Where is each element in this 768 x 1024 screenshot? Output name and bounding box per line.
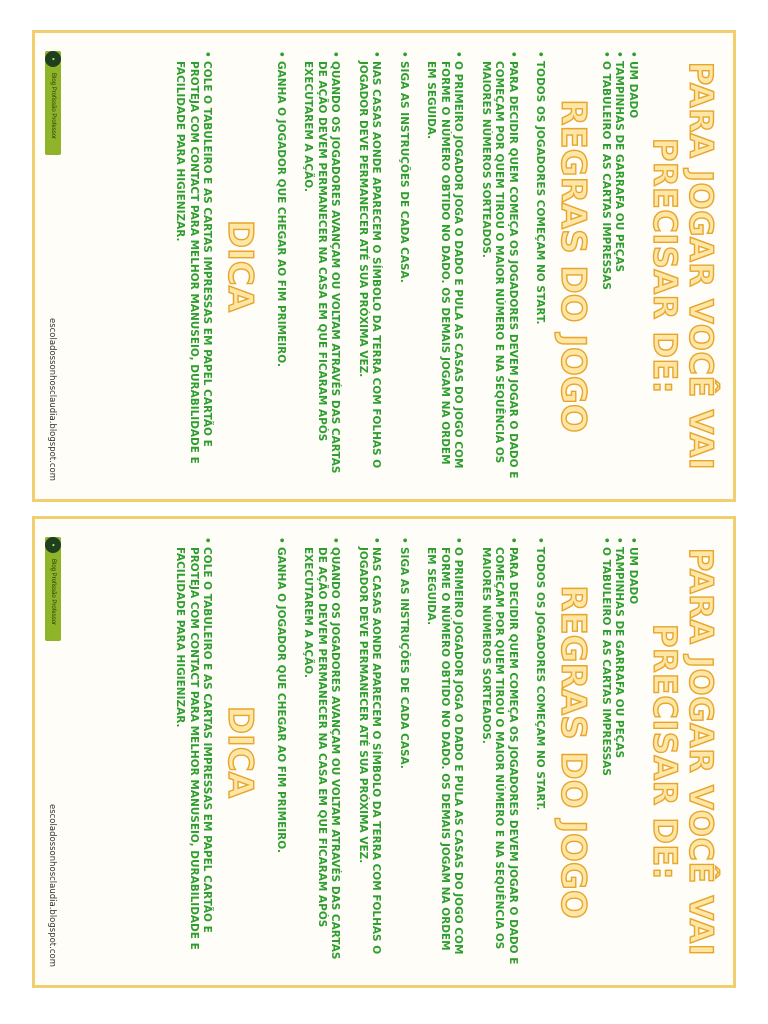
website-link[interactable]: escoladossonhosclaudia.blogspot.com xyxy=(47,317,57,481)
website-link[interactable]: escoladossonhosclaudia.blogspot.com xyxy=(47,803,57,967)
card-title: PARA JOGAR VOCÊ VAI PRECISAR DE: xyxy=(646,61,720,471)
rules-card-1 xyxy=(32,30,736,502)
supplies-list xyxy=(599,51,640,481)
card-title: PARA JOGAR VOCÊ VAI PRECISAR DE: xyxy=(646,547,720,957)
card-footer xyxy=(45,537,69,967)
list-item: • NAS CASAS AONDE APARECEM O SÍMBOLO DA TERRA COM FOLHAS O JOGADOR DEVE PERMANECER ATÉ SUA PRÓXIMA VEZ. xyxy=(356,537,383,967)
tips-list xyxy=(173,51,214,481)
list-item: • SIGA AS INSTRUÇÕES DE CADA CASA. xyxy=(397,537,411,967)
list-item: • UM DADO xyxy=(626,537,640,967)
list-item: • TODOS OS JOGADORES COMEÇAM NO START. xyxy=(533,51,547,481)
blog-logo-icon: ● xyxy=(45,537,61,555)
list-item: • NAS CASAS AONDE APARECEM O SÍMBOLO DA TERRA COM FOLHAS O JOGADOR DEVE PERMANECER ATÉ SUA PRÓXIMA VEZ. xyxy=(356,51,383,481)
badge-label: Blog Profissão Professor xyxy=(50,559,56,626)
list-item: • COLE O TABULEIRO E AS CARTAS IMPRESSAS EM PAPEL CARTÃO E PROTEJA COM CONTACT PARA MELHOR MANUSEIO, DURABILIDADE E FACILIDADE PARA HIGIENIZAR. xyxy=(173,51,214,481)
list-item: • QUANDO OS JOGADORES AVANÇAM OU VOLTAM ATRAVÉS DAS CARTAS DE AÇÃO DEVEM PERMANECER NA CASA EM QUE FICARAM APÓS EXECUTAREM A AÇÃO. xyxy=(301,51,342,481)
rules-heading: REGRAS DO JOGO xyxy=(553,585,594,919)
list-item: • COLE O TABULEIRO E AS CARTAS IMPRESSAS EM PAPEL CARTÃO E PROTEJA COM CONTACT PARA MELHOR MANUSEIO, DURABILIDADE E FACILIDADE PARA HIGIENIZAR. xyxy=(173,537,214,967)
blog-logo-icon: ● xyxy=(45,51,61,69)
list-item: • UM DADO xyxy=(626,51,640,481)
tips-list xyxy=(173,537,214,967)
list-item: • TODOS OS JOGADORES COMEÇAM NO START. xyxy=(533,537,547,967)
list-item: • QUANDO OS JOGADORES AVANÇAM OU VOLTAM ATRAVÉS DAS CARTAS DE AÇÃO DEVEM PERMANECER NA CASA EM QUE FICARAM APÓS EXECUTAREM A AÇÃO. xyxy=(301,537,342,967)
list-item: • O PRIMEIRO JOGADOR JOGA O DADO E PULA AS CASAS DO JOGO COM FORME O NÚMERO OBTIDO NO DADO. OS DEMAIS JOGAM NA ORDEM EM SEGUIDA. xyxy=(424,51,465,481)
badge-label: Blog Profissão Professor xyxy=(50,73,56,140)
card-footer xyxy=(45,51,69,481)
blog-badge xyxy=(45,537,61,641)
list-item: • O TABULEIRO E AS CARTAS IMPRESSAS xyxy=(599,537,613,967)
list-item: • PARA DECIDIR QUEM COMEÇA OS JOGADORES DEVEM JOGAR O DADO E COMEÇAM POR QUEM TIROU O MAIOR NÚMERO E NA SEQUÊNCIA OS MAIORES NÚMEROS SORTEADOS. xyxy=(479,537,520,967)
list-item: • O PRIMEIRO JOGADOR JOGA O DADO E PULA AS CASAS DO JOGO COM FORME O NÚMERO OBTIDO NO DADO. OS DEMAIS JOGAM NA ORDEM EM SEGUIDA. xyxy=(424,537,465,967)
list-item: • TAMPINHAS DE GARRAFA OU PEÇAS xyxy=(612,51,626,481)
list-item: • GANHA O JOGADOR QUE CHEGAR AO FIM PRIMEIRO. xyxy=(274,537,288,967)
rules-heading: REGRAS DO JOGO xyxy=(553,99,594,433)
list-item: • O TABULEIRO E AS CARTAS IMPRESSAS xyxy=(599,51,613,481)
list-item: • PARA DECIDIR QUEM COMEÇA OS JOGADORES DEVEM JOGAR O DADO E COMEÇAM POR QUEM TIROU O MAIOR NÚMERO E NA SEQUÊNCIA OS MAIORES NÚMEROS SORTEADOS. xyxy=(479,51,520,481)
list-item: • GANHA O JOGADOR QUE CHEGAR AO FIM PRIMEIRO. xyxy=(274,51,288,481)
rules-list xyxy=(274,537,547,967)
supplies-list xyxy=(599,537,640,967)
tip-heading: DICA xyxy=(220,219,261,313)
list-item: • SIGA AS INSTRUÇÕES DE CADA CASA. xyxy=(397,51,411,481)
rules-card-content xyxy=(35,519,733,985)
rules-card-2 xyxy=(32,516,736,988)
blog-badge xyxy=(45,51,61,155)
rules-list xyxy=(274,51,547,481)
list-item: • TAMPINHAS DE GARRAFA OU PEÇAS xyxy=(612,537,626,967)
rules-card-content xyxy=(35,33,733,499)
tip-heading: DICA xyxy=(220,705,261,799)
